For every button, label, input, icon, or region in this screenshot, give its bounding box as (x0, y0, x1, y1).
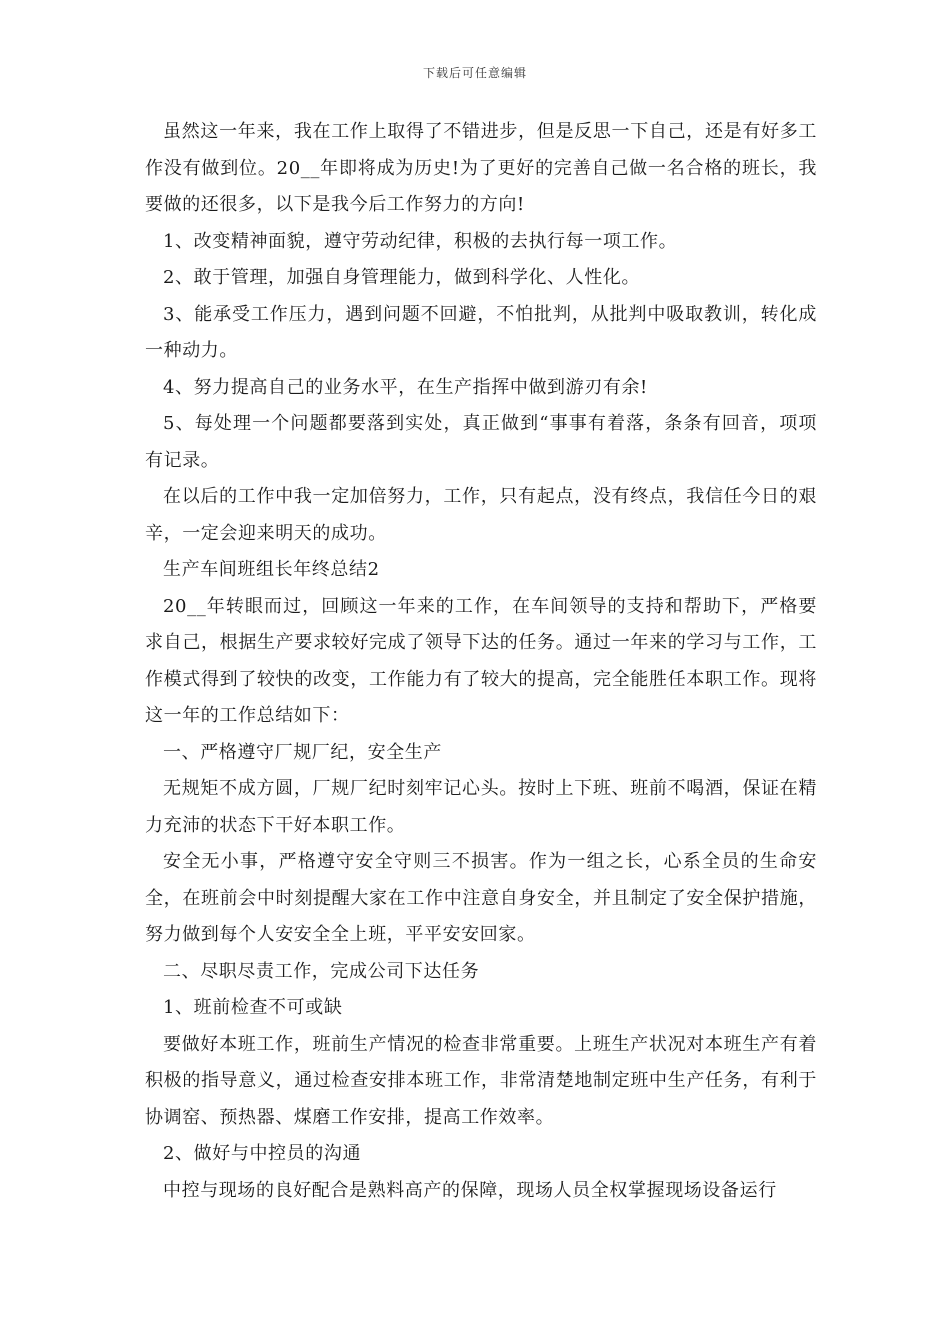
list-item: 4、努力提高自己的业务水平，在生产指挥中做到游刃有余! (163, 376, 648, 398)
page-header: 下载后可任意编辑 (422, 66, 527, 80)
section-heading: 二、尽职尽责工作，完成公司下达任务 (163, 960, 480, 982)
list-item: 3、能承受工作压力，遇到问题不回避，不怕批判，从批判中吸取教训，转化成一种动力。 (145, 303, 817, 361)
subsection-heading: 1、班前检查不可或缺 (163, 997, 343, 1018)
section-title: 生产车间班组长年终总结2 (163, 559, 380, 580)
paragraph: 安全无小事，严格遵守安全守则三不损害。作为一组之长，心系全员的生命安全，在班前会中时刻提醒大家在工作中注意自身安全，并且制定了安全保护措施，努力做到每个人安安全全上班，平平安安回家。 (145, 851, 817, 945)
list-item: 5、每处理一个问题都要落到实处，真正做到“事事有着落，条条有回音，项项有记录。 (145, 413, 817, 471)
paragraph: 无规矩不成方圆，厂规厂纪时刻牢记心头。按时上下班、班前不喝酒，保证在精力充沛的状态下干好本职工作。 (145, 778, 817, 836)
section-heading: 一、严格遵守厂规厂纪，安全生产 (163, 741, 442, 763)
paragraph: 在以后的工作中我一定加倍努力，工作，只有起点，没有终点，我信任今日的艰辛，一定会迎来明天的成功。 (145, 486, 817, 544)
paragraph: 中控与现场的良好配合是熟料高产的保障，现场人员全权掌握现场设备运行 (163, 1179, 777, 1201)
paragraph: 虽然这一年来，我在工作上取得了不错进步，但是反思一下自己，还是有好多工作没有做到位。20__年即将成为历史!为了更好的完善自己做一名合格的班长，我要做的还很多，以下是我今后工作努力的方向! (145, 121, 817, 215)
list-item: 2、敢于管理，加强自身管理能力，做到科学化、人性化。 (163, 267, 641, 288)
paragraph: 要做好本班工作，班前生产情况的检查非常重要。上班生产状况对本班生产有着积极的指导意义，通过检查安排本班工作，非常清楚地制定班中生产任务，有利于协调窑、预热器、煤磨工作安排，提高工作效率。 (145, 1033, 817, 1128)
paragraph: 20__年转眼而过，回顾这一年来的工作，在车间领导的支持和帮助下，严格要求自己，根据生产要求较好完成了领导下达的任务。通过一年来的学习与工作，工作模式得到了较快的改变，工作能力有了较大的提高，完全能胜任本职工作。现将这一年的工作总结如下： (145, 595, 817, 726)
document-body (145, 114, 817, 1209)
list-item: 1、改变精神面貌，遵守劳动纪律，积极的去执行每一项工作。 (163, 230, 678, 252)
subsection-heading: 2、做好与中控员的沟通 (163, 1143, 362, 1164)
